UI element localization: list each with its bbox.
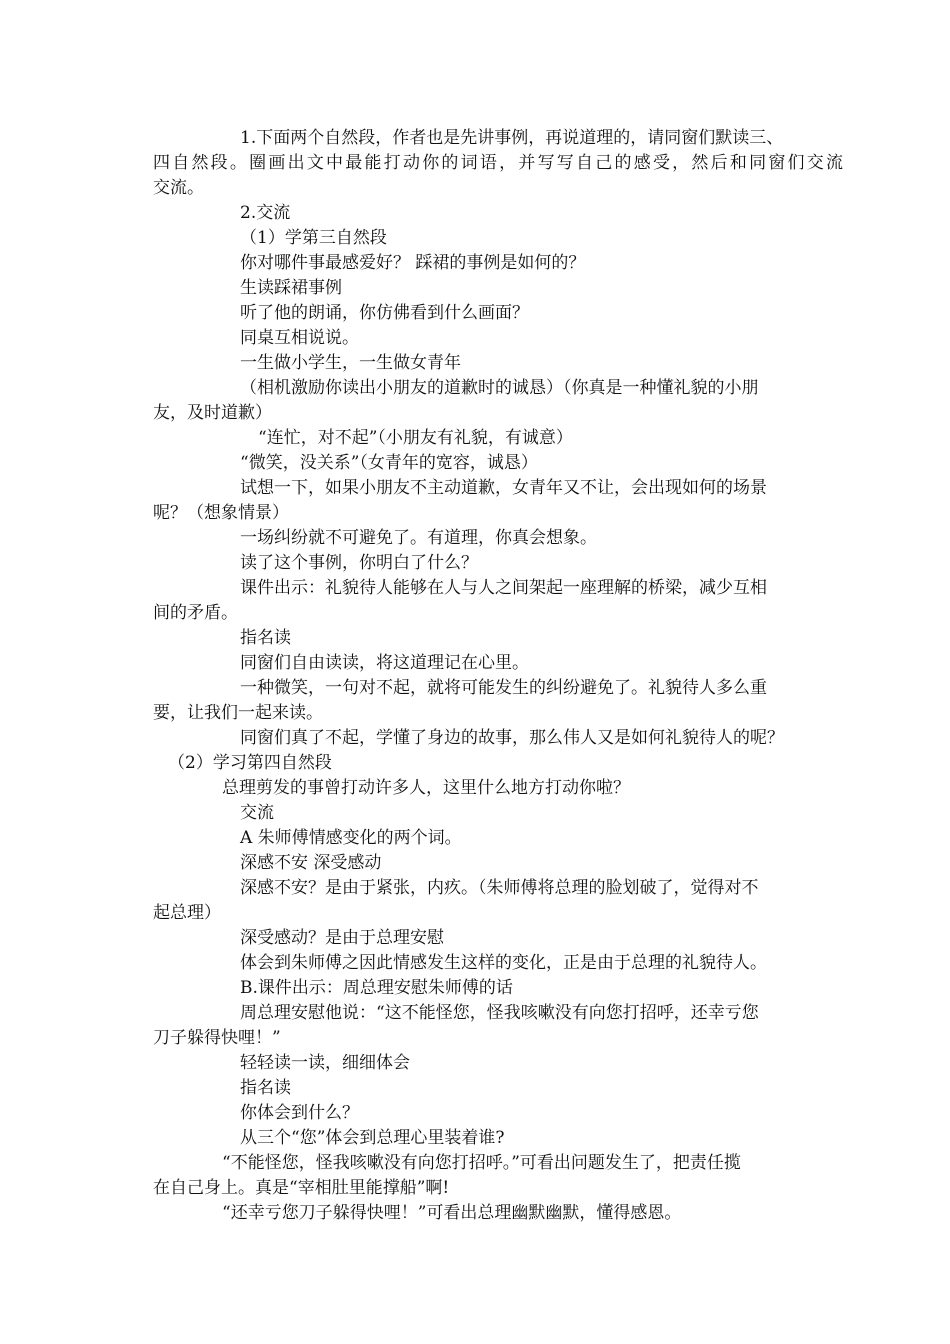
text-line: 读了这个事例，你明白了什么？: [240, 553, 478, 573]
text-line: 间的矛盾。: [153, 603, 238, 623]
text-line: 深感不安 深受感动: [240, 853, 382, 873]
text-line: 指名读: [240, 1078, 291, 1098]
text-line: “还幸亏您刀子躲得快哩！”可看出总理幽默幽默，懂得感恩。: [222, 1203, 682, 1223]
text-line: 深感不安？是由于紧张，内疚。（朱师傅将总理的脸划破了，觉得对不: [240, 878, 759, 898]
text-line: 一生做小学生，一生做女青年: [240, 353, 461, 373]
text-line: 生读踩裙事例: [240, 278, 342, 298]
text-line: 试想一下，如果小朋友不主动道歉，女青年又不让，会出现如何的场景: [240, 478, 767, 498]
text-line: 听了他的朗诵，你仿佛看到什么画面？: [240, 303, 529, 323]
text-line: 一种微笑，一句对不起，就将可能发生的纠纷避免了。礼貌待人多么重: [240, 678, 767, 698]
text-line: 要，让我们一起来读。: [153, 703, 323, 723]
text-line: 同桌互相说说。: [240, 328, 359, 348]
text-line: 四自然段。圈画出文中最能打动你的词语，并写写自己的感受，然后和同窗们交流: [153, 153, 843, 173]
text-line: 同窗们自由读读，将这道理记在心里。: [240, 653, 529, 673]
text-line: 在自己身上。真是“宰相肚里能撑船”啊!: [153, 1178, 450, 1198]
text-line: 交流。: [153, 178, 204, 198]
text-line: 友，及时道歉）: [153, 403, 272, 423]
text-line: 你体会到什么？: [240, 1103, 359, 1123]
text-line: 呢？（想象情景）: [153, 503, 289, 523]
text-line: （相机激励你读出小朋友的道歉时的诚恳）（你真是一种懂礼貌的小朋: [240, 378, 759, 398]
text-line: “不能怪您，怪我咳嗽没有向您打招呼。”可看出问题发生了，把责任揽: [222, 1153, 741, 1173]
text-line: 你对哪件事最感爱好？ 踩裙的事例是如何的？: [240, 253, 586, 273]
text-line: 一场纠纷就不可避免了。有道理，你真会想象。: [240, 528, 597, 548]
text-line: 刀子躲得快哩！”: [153, 1028, 281, 1048]
text-line: 交流: [240, 803, 274, 823]
text-line: 轻轻读一读，细细体会: [240, 1053, 410, 1073]
subsection-heading: （2）学习第四自然段: [168, 753, 332, 773]
text-line: 深受感动？是由于总理安慰: [240, 928, 444, 948]
text-line: A 朱师傅情感变化的两个词。: [240, 828, 462, 848]
text-line: 起总理）: [153, 903, 221, 923]
section-heading: 2.交流: [240, 203, 291, 223]
text-line: 体会到朱师傅之因此情感发生这样的变化，正是由于总理的礼貌待人。: [240, 953, 767, 973]
text-line: 课件出示：礼貌待人能够在人与人之间架起一座理解的桥梁，减少互相: [240, 578, 767, 598]
text-line: 周总理安慰他说：“这不能怪您，怪我咳嗽没有向您打招呼，还幸亏您: [240, 1003, 759, 1023]
text-line: “连忙，对不起”（小朋友有礼貌，有诚意）: [258, 428, 573, 448]
text-line: “微笑，没关系”（女青年的宽容，诚恳）: [240, 453, 538, 473]
text-line: 1.下面两个自然段，作者也是先讲事例，再说道理的，请同窗们默读三、: [240, 128, 784, 148]
text-line: 从三个“您”体会到总理心里装着谁?: [240, 1128, 505, 1148]
text-line: 总理剪发的事曾打动许多人，这里什么地方打动你啦？: [222, 778, 630, 798]
text-line: B.课件出示：周总理安慰朱师傅的话: [240, 978, 513, 998]
text-line: 同窗们真了不起，学懂了身边的故事，那么伟人又是如何礼貌待人的呢？: [240, 728, 784, 748]
subsection-heading: （1）学第三自然段: [240, 228, 387, 248]
text-line: 指名读: [240, 628, 291, 648]
